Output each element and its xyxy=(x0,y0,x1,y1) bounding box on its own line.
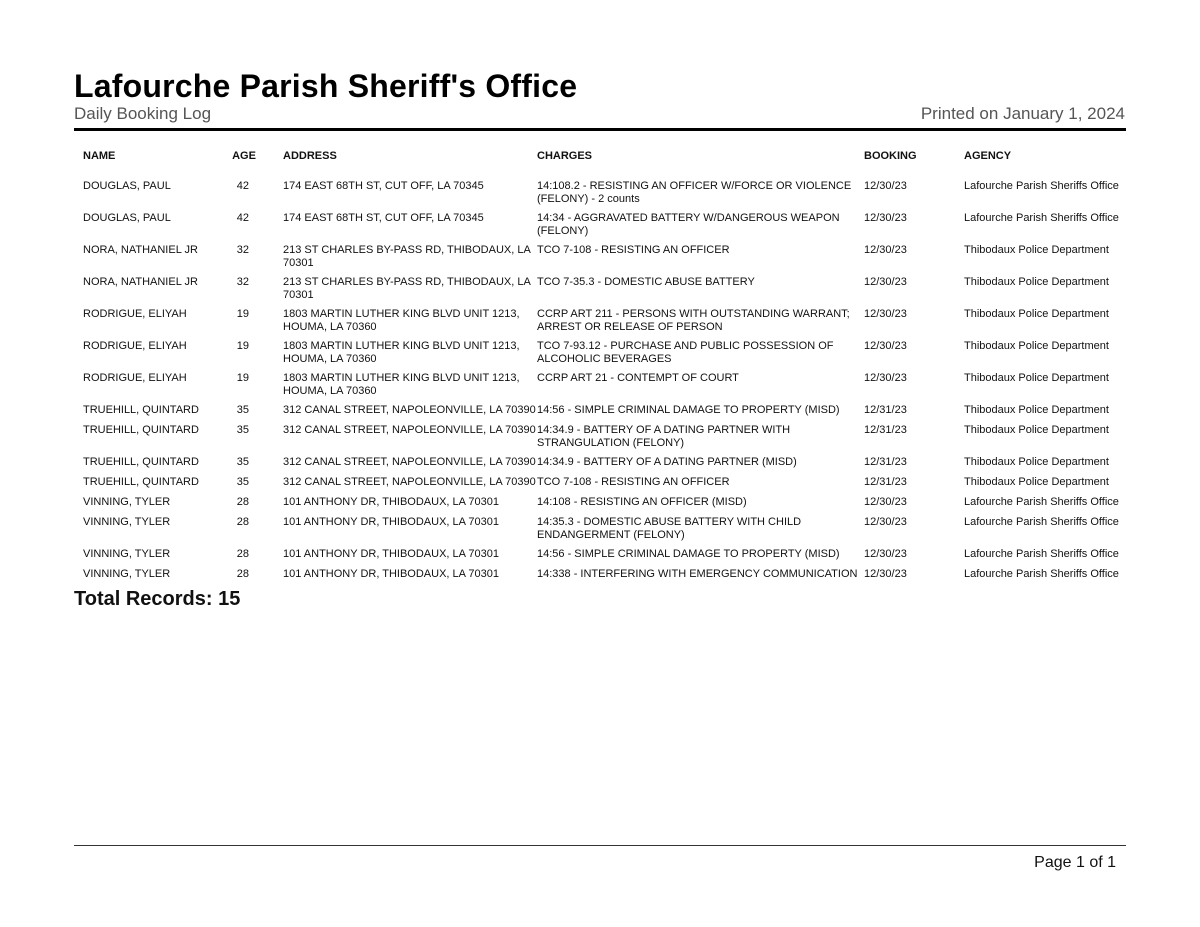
cell-booking: 12/30/23 xyxy=(864,276,907,288)
booking-log-table xyxy=(74,146,1126,588)
cell-charges: 14:108 - RESISTING AN OFFICER (MISD) xyxy=(537,496,747,508)
header-divider xyxy=(74,128,1126,131)
cell-booking: 12/31/23 xyxy=(864,476,907,488)
cell-age: 32 xyxy=(236,276,249,288)
cell-agency: Lafourche Parish Sheriffs Office xyxy=(964,568,1119,580)
cell-age: 42 xyxy=(236,180,249,192)
cell-charges: 14:34.9 - BATTERY OF A DATING PARTNER (MISD) xyxy=(537,456,797,468)
report-subtitle: Daily Booking Log xyxy=(74,104,212,123)
cell-name: VINNING, TYLER xyxy=(83,516,171,528)
cell-address: 312 CANAL STREET, NAPOLEONVILLE, LA 70390 xyxy=(283,456,536,468)
cell-name: DOUGLAS, PAUL xyxy=(83,212,171,224)
cell-booking: 12/30/23 xyxy=(864,308,907,320)
cell-charges: 14:108.2 - RESISTING AN OFFICER W/FORCE OR VIOLENCE (FELONY) - 2 counts xyxy=(537,180,852,205)
cell-booking: 12/31/23 xyxy=(864,456,907,468)
cell-booking: 12/30/23 xyxy=(864,212,907,224)
cell-charges: TCO 7-108 - RESISTING AN OFFICER xyxy=(537,244,730,256)
table-header-row xyxy=(74,146,1126,180)
footer-divider xyxy=(74,845,1126,846)
printed-date: Printed on January 1, 2024 xyxy=(920,104,1125,123)
cell-name: TRUEHILL, QUINTARD xyxy=(83,404,199,416)
cell-charges: TCO 7-108 - RESISTING AN OFFICER xyxy=(537,476,730,488)
cell-address: 101 ANTHONY DR, THIBODAUX, LA 70301 xyxy=(283,548,500,560)
page-title: Lafourche Parish Sheriff's Office xyxy=(74,68,578,104)
cell-agency: Thibodaux Police Department xyxy=(964,456,1109,468)
cell-booking: 12/30/23 xyxy=(864,244,907,256)
cell-name: VINNING, TYLER xyxy=(83,568,171,580)
cell-age: 28 xyxy=(236,548,249,560)
cell-charges: TCO 7-35.3 - DOMESTIC ABUSE BATTERY xyxy=(537,276,755,288)
cell-agency: Thibodaux Police Department xyxy=(964,308,1109,320)
cell-address: 312 CANAL STREET, NAPOLEONVILLE, LA 70390 xyxy=(283,404,536,416)
column-header-address: ADDRESS xyxy=(283,150,337,162)
cell-age: 35 xyxy=(236,456,249,468)
cell-booking: 12/30/23 xyxy=(864,516,907,528)
cell-address: 312 CANAL STREET, NAPOLEONVILLE, LA 70390 xyxy=(283,476,536,488)
table-row xyxy=(74,212,1126,244)
cell-agency: Thibodaux Police Department xyxy=(964,340,1109,352)
cell-charges: CCRP ART 211 - PERSONS WITH OUTSTANDING WARRANT; ARREST OR RELEASE OF PERSON xyxy=(537,308,850,333)
cell-agency: Thibodaux Police Department xyxy=(964,424,1109,436)
cell-name: TRUEHILL, QUINTARD xyxy=(83,424,199,436)
cell-name: VINNING, TYLER xyxy=(83,548,171,560)
cell-agency: Lafourche Parish Sheriffs Office xyxy=(964,180,1119,192)
cell-age: 19 xyxy=(236,308,249,320)
cell-charges: CCRP ART 21 - CONTEMPT OF COURT xyxy=(537,372,739,384)
cell-address: 1803 MARTIN LUTHER KING BLVD UNIT 1213, HOUMA, LA 70360 xyxy=(283,340,520,365)
cell-address: 101 ANTHONY DR, THIBODAUX, LA 70301 xyxy=(283,568,500,580)
column-header-agency: AGENCY xyxy=(964,150,1012,162)
cell-booking: 12/30/23 xyxy=(864,372,907,384)
table-row xyxy=(74,340,1126,372)
cell-agency: Thibodaux Police Department xyxy=(964,276,1109,288)
table-row xyxy=(74,456,1126,476)
cell-charges: TCO 7-93.12 - PURCHASE AND PUBLIC POSSESSION OF ALCOHOLIC BEVERAGES xyxy=(537,340,834,365)
cell-charges: 14:56 - SIMPLE CRIMINAL DAMAGE TO PROPERTY (MISD) xyxy=(537,548,840,560)
cell-name: TRUEHILL, QUINTARD xyxy=(83,476,199,488)
cell-agency: Thibodaux Police Department xyxy=(964,372,1109,384)
cell-address: 101 ANTHONY DR, THIBODAUX, LA 70301 xyxy=(283,516,500,528)
cell-name: RODRIGUE, ELIYAH xyxy=(83,372,187,384)
cell-charges: 14:34.9 - BATTERY OF A DATING PARTNER WITH STRANGULATION (FELONY) xyxy=(537,424,791,449)
cell-booking: 12/31/23 xyxy=(864,424,907,436)
cell-agency: Thibodaux Police Department xyxy=(964,244,1109,256)
table-row xyxy=(74,568,1126,588)
cell-age: 19 xyxy=(236,340,249,352)
cell-agency: Lafourche Parish Sheriffs Office xyxy=(964,496,1119,508)
cell-address: 1803 MARTIN LUTHER KING BLVD UNIT 1213, HOUMA, LA 70360 xyxy=(283,308,520,333)
cell-name: DOUGLAS, PAUL xyxy=(83,180,171,192)
cell-address: 213 ST CHARLES BY-PASS RD, THIBODAUX, LA 70301 xyxy=(283,244,531,269)
cell-booking: 12/30/23 xyxy=(864,496,907,508)
column-header-charges: CHARGES xyxy=(537,150,593,162)
cell-age: 35 xyxy=(236,424,249,436)
cell-age: 28 xyxy=(236,568,249,580)
page-number: Page 1 of 1 xyxy=(1034,854,1116,871)
cell-age: 42 xyxy=(236,212,249,224)
table-row xyxy=(74,244,1126,276)
cell-agency: Thibodaux Police Department xyxy=(964,404,1109,416)
cell-address: 101 ANTHONY DR, THIBODAUX, LA 70301 xyxy=(283,496,500,508)
cell-name: RODRIGUE, ELIYAH xyxy=(83,340,187,352)
cell-charges: 14:34 - AGGRAVATED BATTERY W/DANGEROUS WEAPON (FELONY) xyxy=(537,212,840,237)
column-header-age: AGE xyxy=(232,150,256,162)
table-row xyxy=(74,372,1126,404)
table-row xyxy=(74,516,1126,548)
total-records: Total Records: 15 xyxy=(74,588,241,610)
table-row xyxy=(74,276,1126,308)
cell-address: 174 EAST 68TH ST, CUT OFF, LA 70345 xyxy=(283,180,484,192)
cell-age: 28 xyxy=(236,516,249,528)
table-row xyxy=(74,180,1126,212)
table-row xyxy=(74,496,1126,516)
table-row xyxy=(74,548,1126,568)
cell-address: 312 CANAL STREET, NAPOLEONVILLE, LA 70390 xyxy=(283,424,536,436)
table-row xyxy=(74,424,1126,456)
cell-age: 35 xyxy=(236,476,249,488)
cell-name: NORA, NATHANIEL JR xyxy=(83,276,198,288)
cell-booking: 12/30/23 xyxy=(864,548,907,560)
cell-booking: 12/30/23 xyxy=(864,340,907,352)
cell-charges: 14:35.3 - DOMESTIC ABUSE BATTERY WITH CHILD ENDANGERMENT (FELONY) xyxy=(537,516,802,541)
table-row xyxy=(74,404,1126,424)
cell-name: RODRIGUE, ELIYAH xyxy=(83,308,187,320)
cell-age: 35 xyxy=(236,404,249,416)
cell-agency: Thibodaux Police Department xyxy=(964,476,1109,488)
cell-name: NORA, NATHANIEL JR xyxy=(83,244,198,256)
cell-age: 28 xyxy=(236,496,249,508)
cell-address: 174 EAST 68TH ST, CUT OFF, LA 70345 xyxy=(283,212,484,224)
cell-agency: Lafourche Parish Sheriffs Office xyxy=(964,548,1119,560)
cell-age: 32 xyxy=(236,244,249,256)
cell-address: 1803 MARTIN LUTHER KING BLVD UNIT 1213, HOUMA, LA 70360 xyxy=(283,372,520,397)
cell-name: VINNING, TYLER xyxy=(83,496,171,508)
cell-booking: 12/31/23 xyxy=(864,404,907,416)
cell-name: TRUEHILL, QUINTARD xyxy=(83,456,199,468)
column-header-name: NAME xyxy=(83,150,116,162)
table-row xyxy=(74,476,1126,496)
table-row xyxy=(74,308,1126,340)
cell-booking: 12/30/23 xyxy=(864,180,907,192)
cell-agency: Lafourche Parish Sheriffs Office xyxy=(964,212,1119,224)
cell-age: 19 xyxy=(236,372,249,384)
cell-charges: 14:56 - SIMPLE CRIMINAL DAMAGE TO PROPERTY (MISD) xyxy=(537,404,840,416)
cell-address: 213 ST CHARLES BY-PASS RD, THIBODAUX, LA 70301 xyxy=(283,276,531,301)
cell-charges: 14:338 - INTERFERING WITH EMERGENCY COMMUNICATION xyxy=(537,568,858,580)
cell-booking: 12/30/23 xyxy=(864,568,907,580)
cell-agency: Lafourche Parish Sheriffs Office xyxy=(964,516,1119,528)
column-header-booking: BOOKING xyxy=(864,150,917,162)
